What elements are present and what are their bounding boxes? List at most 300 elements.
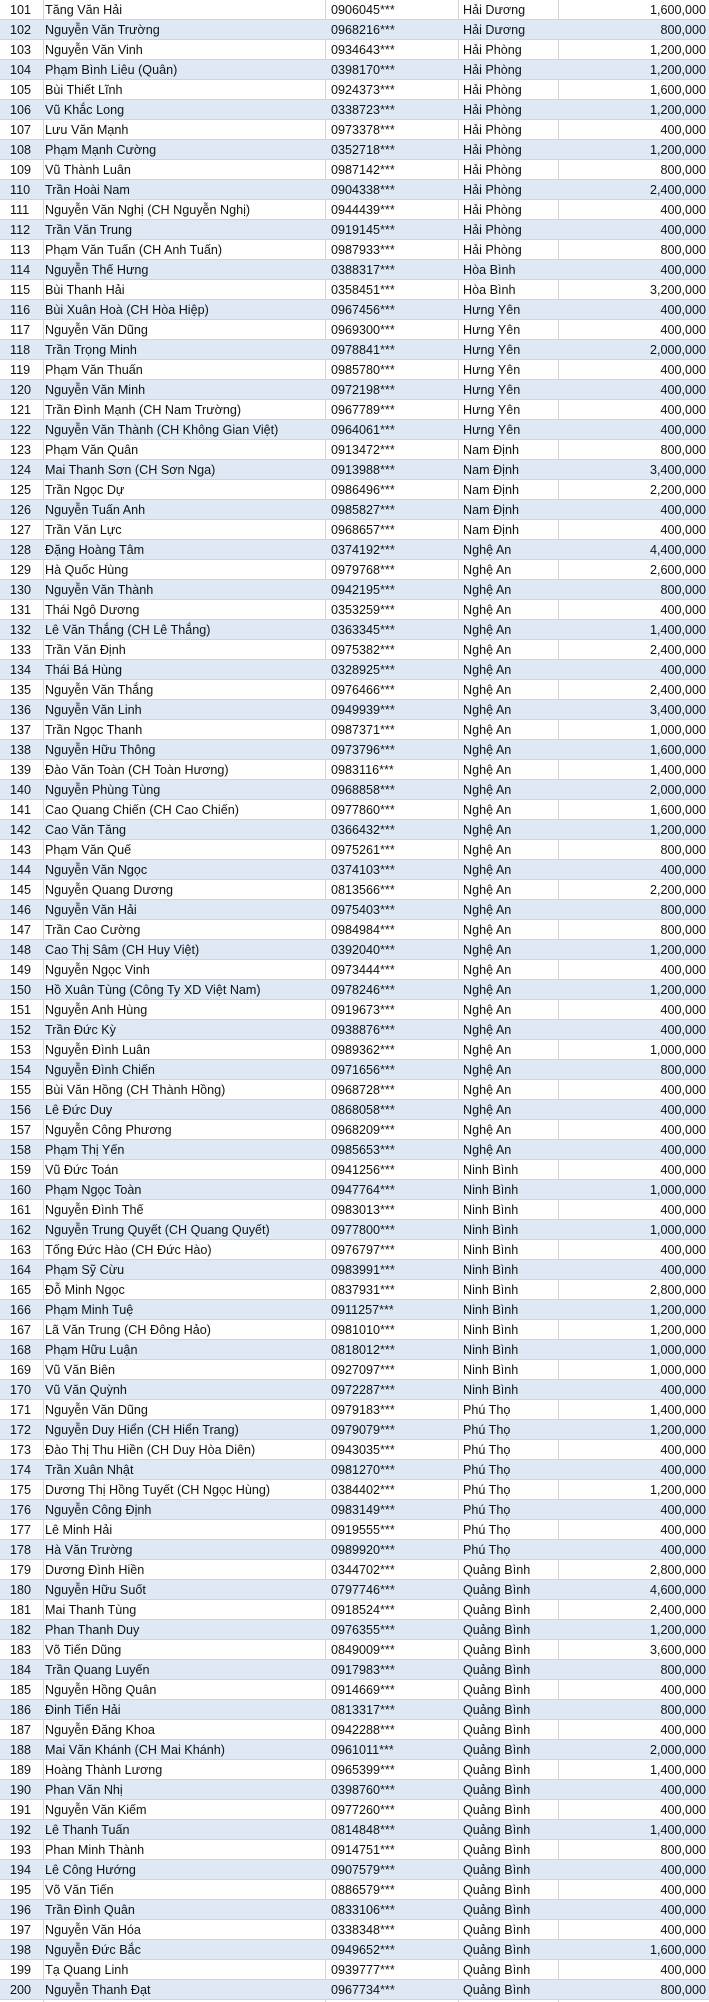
phone-cell: 0975261*** xyxy=(331,843,395,857)
row-number-cell: 181 xyxy=(10,1603,32,1617)
name-cell: Nguyễn Hữu Suốt xyxy=(45,1583,146,1597)
province-cell: Hải Phòng xyxy=(463,163,522,177)
phone-cell: 0985780*** xyxy=(331,363,395,377)
phone-cell: 0989362*** xyxy=(331,1043,395,1057)
province-cell: Phú Thọ xyxy=(463,1523,511,1537)
name-cell: Tăng Văn Hải xyxy=(45,3,123,17)
row-number-cell: 196 xyxy=(10,1903,32,1917)
province-cell: Hưng Yên xyxy=(463,363,521,377)
amount-cell: 800,000 xyxy=(660,923,706,937)
province-cell: Quảng Bình xyxy=(463,1703,531,1717)
phone-cell: 0938876*** xyxy=(331,1023,395,1037)
row-number-cell: 166 xyxy=(10,1303,32,1317)
amount-cell: 3,200,000 xyxy=(649,283,706,297)
name-cell: Đào Thị Thu Hiền (CH Duy Hòa Diên) xyxy=(45,1443,256,1457)
province-cell: Hải Dương xyxy=(463,23,526,37)
amount-cell: 400,000 xyxy=(660,1783,706,1797)
province-cell: Nghệ An xyxy=(463,723,512,737)
phone-cell: 0358451*** xyxy=(331,283,395,297)
province-cell: Quảng Bình xyxy=(463,1803,531,1817)
name-cell: Lê Đức Duy xyxy=(45,1103,113,1117)
name-cell: Trần Văn Định xyxy=(45,643,126,657)
row-number-cell: 182 xyxy=(10,1623,32,1637)
row-number-cell: 139 xyxy=(10,763,32,777)
name-cell: Nguyễn Công Phương xyxy=(45,1123,172,1137)
amount-cell: 1,000,000 xyxy=(649,1043,706,1057)
amount-cell: 400,000 xyxy=(660,1123,706,1137)
amount-cell: 1,600,000 xyxy=(649,743,706,757)
table-row xyxy=(0,400,709,420)
row-number-cell: 125 xyxy=(10,483,32,497)
amount-cell: 3,400,000 xyxy=(649,703,706,717)
phone-cell: 0338723*** xyxy=(331,103,395,117)
province-cell: Quảng Bình xyxy=(463,1963,531,1977)
province-cell: Nghệ An xyxy=(463,663,512,677)
row-number-cell: 162 xyxy=(10,1223,32,1237)
province-cell: Nghệ An xyxy=(463,643,512,657)
amount-cell: 400,000 xyxy=(660,963,706,977)
row-number-cell: 188 xyxy=(10,1743,32,1757)
table-row xyxy=(0,0,709,20)
name-cell: Trần Quang Luyến xyxy=(45,1663,150,1677)
name-cell: Phan Minh Thành xyxy=(45,1843,145,1857)
name-cell: Bùi Thiết Lĩnh xyxy=(45,83,123,97)
table-row xyxy=(0,240,709,260)
phone-cell: 0917983*** xyxy=(331,1663,395,1677)
province-cell: Nghệ An xyxy=(463,963,512,977)
table-row xyxy=(0,1380,709,1400)
province-cell: Phú Thọ xyxy=(463,1403,511,1417)
phone-cell: 0886579*** xyxy=(331,1883,395,1897)
table-row xyxy=(0,160,709,180)
name-cell: Trần Hoài Nam xyxy=(45,183,130,197)
province-cell: Nghệ An xyxy=(463,863,512,877)
table-row xyxy=(0,1460,709,1480)
province-cell: Ninh Bình xyxy=(463,1383,519,1397)
phone-cell: 0849009*** xyxy=(331,1643,395,1657)
table-row xyxy=(0,1660,709,1680)
phone-cell: 0971656*** xyxy=(331,1063,395,1077)
table-row xyxy=(0,1680,709,1700)
row-number-cell: 186 xyxy=(10,1703,32,1717)
province-cell: Hải Phòng xyxy=(463,63,522,77)
name-cell: Mai Văn Khánh (CH Mai Khánh) xyxy=(45,1743,225,1757)
row-number-cell: 110 xyxy=(10,183,31,197)
row-number-cell: 147 xyxy=(10,923,32,937)
row-number-cell: 115 xyxy=(10,283,31,297)
name-cell: Nguyễn Văn Minh xyxy=(45,383,146,397)
table-row xyxy=(0,680,709,700)
table-row xyxy=(0,320,709,340)
name-cell: Nguyễn Trung Quyết (CH Quang Quyết) xyxy=(45,1223,270,1237)
amount-cell: 1,200,000 xyxy=(649,943,706,957)
phone-cell: 0977800*** xyxy=(331,1223,395,1237)
phone-cell: 0392040*** xyxy=(331,943,395,957)
name-cell: Cao Quang Chiến (CH Cao Chiến) xyxy=(45,803,239,817)
phone-cell: 0813566*** xyxy=(331,883,395,897)
table-row xyxy=(0,140,709,160)
row-number-cell: 117 xyxy=(10,323,31,337)
name-cell: Thái Ngô Dương xyxy=(45,603,140,617)
amount-cell: 1,200,000 xyxy=(649,43,706,57)
row-number-cell: 137 xyxy=(10,723,32,737)
province-cell: Quảng Bình xyxy=(463,1983,531,1997)
name-cell: Võ Văn Tiến xyxy=(45,1883,114,1897)
name-cell: Nguyễn Văn Ngọc xyxy=(45,863,148,877)
phone-cell: 0977260*** xyxy=(331,1803,395,1817)
amount-cell: 400,000 xyxy=(660,503,706,517)
province-cell: Hải Phòng xyxy=(463,103,522,117)
row-number-cell: 134 xyxy=(10,663,32,677)
amount-cell: 1,400,000 xyxy=(649,1823,706,1837)
phone-cell: 0814848*** xyxy=(331,1823,395,1837)
row-number-cell: 109 xyxy=(10,163,32,177)
row-number-cell: 175 xyxy=(10,1483,32,1497)
phone-cell: 0818012*** xyxy=(331,1343,395,1357)
amount-cell: 1,200,000 xyxy=(649,983,706,997)
name-cell: Nguyễn Đình Thế xyxy=(45,1203,144,1217)
amount-cell: 400,000 xyxy=(660,123,706,137)
name-cell: Nguyễn Hồng Quân xyxy=(45,1683,157,1697)
province-cell: Quảng Bình xyxy=(463,1583,531,1597)
province-cell: Ninh Bình xyxy=(463,1163,519,1177)
amount-cell: 1,200,000 xyxy=(649,143,706,157)
phone-cell: 0868058*** xyxy=(331,1103,395,1117)
row-number-cell: 119 xyxy=(10,363,31,377)
name-cell: Dương Đình Hiền xyxy=(45,1563,145,1577)
phone-cell: 0374103*** xyxy=(331,863,395,877)
table-row xyxy=(0,740,709,760)
phone-cell: 0934643*** xyxy=(331,43,395,57)
name-cell: Phạm Văn Quế xyxy=(45,843,132,857)
province-cell: Phú Thọ xyxy=(463,1483,511,1497)
amount-cell: 400,000 xyxy=(660,1263,706,1277)
amount-cell: 400,000 xyxy=(660,1163,706,1177)
table-row xyxy=(0,1320,709,1340)
name-cell: Nguyễn Hữu Thông xyxy=(45,743,156,757)
amount-cell: 400,000 xyxy=(660,403,706,417)
amount-cell: 2,800,000 xyxy=(649,1283,706,1297)
phone-cell: 0979079*** xyxy=(331,1423,395,1437)
phone-cell: 0983149*** xyxy=(331,1503,395,1517)
amount-cell: 800,000 xyxy=(660,163,706,177)
phone-cell: 0904338*** xyxy=(331,183,395,197)
row-number-cell: 163 xyxy=(10,1243,32,1257)
province-cell: Nghệ An xyxy=(463,923,512,937)
amount-cell: 400,000 xyxy=(660,203,706,217)
phone-cell: 0366432*** xyxy=(331,823,395,837)
phone-cell: 0973444*** xyxy=(331,963,395,977)
province-cell: Hòa Bình xyxy=(463,283,516,297)
amount-cell: 1,200,000 xyxy=(649,1323,706,1337)
table-row xyxy=(0,1400,709,1420)
table-row xyxy=(0,960,709,980)
row-number-cell: 126 xyxy=(10,503,32,517)
phone-cell: 0987142*** xyxy=(331,163,395,177)
table-row xyxy=(0,260,709,280)
name-cell: Hoàng Thành Lương xyxy=(45,1763,163,1777)
province-cell: Phú Thọ xyxy=(463,1423,511,1437)
phone-cell: 0942195*** xyxy=(331,583,395,597)
name-cell: Đào Văn Toàn (CH Toàn Hương) xyxy=(45,763,229,777)
phone-cell: 0984984*** xyxy=(331,923,395,937)
row-number-cell: 189 xyxy=(10,1763,32,1777)
phone-cell: 0941256*** xyxy=(331,1163,395,1177)
province-cell: Quảng Bình xyxy=(463,1623,531,1637)
name-cell: Nguyễn Ngọc Vinh xyxy=(45,963,150,977)
name-cell: Nguyễn Tuấn Anh xyxy=(45,503,146,517)
amount-cell: 400,000 xyxy=(660,1683,706,1697)
amount-cell: 800,000 xyxy=(660,1703,706,1717)
amount-cell: 400,000 xyxy=(660,1883,706,1897)
name-cell: Phạm Văn Quân xyxy=(45,443,139,457)
table-row xyxy=(0,1040,709,1060)
phone-cell: 0384402*** xyxy=(331,1483,395,1497)
row-number-cell: 121 xyxy=(10,403,32,417)
province-cell: Quảng Bình xyxy=(463,1563,531,1577)
table-row xyxy=(0,1240,709,1260)
phone-cell: 0965399*** xyxy=(331,1763,395,1777)
amount-cell: 4,600,000 xyxy=(649,1583,706,1597)
table-row xyxy=(0,1340,709,1360)
table-row xyxy=(0,280,709,300)
row-number-cell: 127 xyxy=(10,523,32,537)
amount-cell: 800,000 xyxy=(660,23,706,37)
phone-cell: 0328925*** xyxy=(331,663,395,677)
row-number-cell: 143 xyxy=(10,843,32,857)
phone-cell: 0388317*** xyxy=(331,263,395,277)
province-cell: Nghệ An xyxy=(463,563,512,577)
row-number-cell: 155 xyxy=(10,1083,32,1097)
row-number-cell: 169 xyxy=(10,1363,32,1377)
province-cell: Quảng Bình xyxy=(463,1923,531,1937)
province-cell: Nghệ An xyxy=(463,543,512,557)
name-cell: Phạm Văn Tuấn (CH Anh Tuấn) xyxy=(45,243,223,257)
table-row xyxy=(0,180,709,200)
name-cell: Trần Văn Trung xyxy=(45,223,133,237)
province-cell: Nghệ An xyxy=(463,1083,512,1097)
table-row xyxy=(0,1560,709,1580)
amount-cell: 800,000 xyxy=(660,843,706,857)
amount-cell: 1,200,000 xyxy=(649,823,706,837)
table-row xyxy=(0,1900,709,1920)
province-cell: Nghệ An xyxy=(463,683,512,697)
amount-cell: 400,000 xyxy=(660,263,706,277)
name-cell: Vũ Đức Toán xyxy=(45,1163,119,1177)
row-number-cell: 193 xyxy=(10,1843,32,1857)
province-cell: Nghệ An xyxy=(463,803,512,817)
amount-cell: 400,000 xyxy=(660,663,706,677)
amount-cell: 2,200,000 xyxy=(649,883,706,897)
row-number-cell: 118 xyxy=(10,343,31,357)
amount-cell: 800,000 xyxy=(660,1063,706,1077)
name-cell: Lưu Văn Mạnh xyxy=(45,123,129,137)
row-number-cell: 197 xyxy=(10,1923,32,1937)
row-number-cell: 144 xyxy=(10,863,32,877)
province-cell: Hải Phòng xyxy=(463,143,522,157)
name-cell: Hồ Xuân Tùng (Công Ty XD Việt Nam) xyxy=(45,983,261,997)
amount-cell: 400,000 xyxy=(660,303,706,317)
row-number-cell: 160 xyxy=(10,1183,32,1197)
table-row xyxy=(0,340,709,360)
province-cell: Quảng Bình xyxy=(463,1643,531,1657)
amount-cell: 1,600,000 xyxy=(649,1943,706,1957)
name-cell: Nguyễn Văn Vinh xyxy=(45,43,143,57)
name-cell: Phan Thanh Duy xyxy=(45,1623,140,1637)
name-cell: Nguyễn Công Định xyxy=(45,1503,152,1517)
phone-cell: 0967456*** xyxy=(331,303,395,317)
phone-cell: 0968858*** xyxy=(331,783,395,797)
row-number-cell: 154 xyxy=(10,1063,32,1077)
name-cell: Phạm Thị Yến xyxy=(45,1143,125,1157)
phone-cell: 0977860*** xyxy=(331,803,395,817)
row-number-cell: 192 xyxy=(10,1823,32,1837)
table-row xyxy=(0,1260,709,1280)
amount-cell: 400,000 xyxy=(660,1523,706,1537)
table-row xyxy=(0,1420,709,1440)
province-cell: Ninh Bình xyxy=(463,1183,519,1197)
row-number-cell: 187 xyxy=(10,1723,32,1737)
row-number-cell: 198 xyxy=(10,1943,32,1957)
phone-cell: 0973796*** xyxy=(331,743,395,757)
row-number-cell: 168 xyxy=(10,1343,32,1357)
amount-cell: 400,000 xyxy=(660,1923,706,1937)
amount-cell: 400,000 xyxy=(660,603,706,617)
province-cell: Nghệ An xyxy=(463,1103,512,1117)
table-row xyxy=(0,880,709,900)
phone-cell: 0943035*** xyxy=(331,1443,395,1457)
province-cell: Ninh Bình xyxy=(463,1343,519,1357)
amount-cell: 2,400,000 xyxy=(649,183,706,197)
province-cell: Hải Phòng xyxy=(463,223,522,237)
table-row xyxy=(0,780,709,800)
phone-cell: 0906045*** xyxy=(331,3,395,17)
province-cell: Hưng Yên xyxy=(463,383,521,397)
province-cell: Nghệ An xyxy=(463,763,512,777)
amount-cell: 400,000 xyxy=(660,223,706,237)
table-row xyxy=(0,1100,709,1120)
row-number-cell: 129 xyxy=(10,563,32,577)
amount-cell: 800,000 xyxy=(660,1983,706,1997)
table-row xyxy=(0,580,709,600)
province-cell: Ninh Bình xyxy=(463,1223,519,1237)
phone-cell: 0979183*** xyxy=(331,1403,395,1417)
name-cell: Trần Xuân Nhật xyxy=(45,1463,134,1477)
table-row xyxy=(0,900,709,920)
phone-cell: 0939777*** xyxy=(331,1963,395,1977)
row-number-cell: 167 xyxy=(10,1323,32,1337)
phone-cell: 0947764*** xyxy=(331,1183,395,1197)
name-cell: Cao Văn Tăng xyxy=(45,823,126,837)
phone-cell: 0913988*** xyxy=(331,463,395,477)
table-row xyxy=(0,800,709,820)
amount-cell: 2,000,000 xyxy=(649,343,706,357)
name-cell: Nguyễn Đình Chiến xyxy=(45,1063,155,1077)
amount-cell: 1,600,000 xyxy=(649,3,706,17)
amount-cell: 400,000 xyxy=(660,1543,706,1557)
province-cell: Ninh Bình xyxy=(463,1263,519,1277)
amount-cell: 1,600,000 xyxy=(649,803,706,817)
row-number-cell: 102 xyxy=(10,23,32,37)
table-row xyxy=(0,1120,709,1140)
amount-cell: 400,000 xyxy=(660,1243,706,1257)
row-number-cell: 107 xyxy=(10,123,32,137)
province-cell: Ninh Bình xyxy=(463,1243,519,1257)
row-number-cell: 191 xyxy=(10,1803,32,1817)
province-cell: Quảng Bình xyxy=(463,1683,531,1697)
row-number-cell: 112 xyxy=(10,223,31,237)
phone-cell: 0961011*** xyxy=(331,1743,394,1757)
name-cell: Cao Thị Sâm (CH Huy Việt) xyxy=(45,943,200,957)
name-cell: Đỗ Minh Ngọc xyxy=(45,1283,125,1297)
phone-cell: 0949939*** xyxy=(331,703,395,717)
province-cell: Hải Phòng xyxy=(463,183,522,197)
phone-cell: 0983991*** xyxy=(331,1263,395,1277)
phone-cell: 0979768*** xyxy=(331,563,395,577)
table-row xyxy=(0,1860,709,1880)
table-row xyxy=(0,1540,709,1560)
name-cell: Trần Đình Quân xyxy=(45,1903,135,1917)
name-cell: Bùi Xuân Hoà (CH Hòa Hiệp) xyxy=(45,303,209,317)
province-cell: Hải Phòng xyxy=(463,123,522,137)
province-cell: Quảng Bình xyxy=(463,1723,531,1737)
amount-cell: 400,000 xyxy=(660,1103,706,1117)
province-cell: Phú Thọ xyxy=(463,1503,511,1517)
phone-cell: 0911257*** xyxy=(331,1303,394,1317)
phone-cell: 0987933*** xyxy=(331,243,395,257)
row-number-cell: 141 xyxy=(10,803,32,817)
name-cell: Phạm Ngọc Toàn xyxy=(45,1183,142,1197)
amount-cell: 800,000 xyxy=(660,583,706,597)
province-cell: Nghệ An xyxy=(463,583,512,597)
row-number-cell: 152 xyxy=(10,1023,32,1037)
table-row xyxy=(0,1600,709,1620)
province-cell: Nghệ An xyxy=(463,1143,512,1157)
name-cell: Phan Văn Nhị xyxy=(45,1783,123,1797)
row-number-cell: 159 xyxy=(10,1163,32,1177)
phone-cell: 0918524*** xyxy=(331,1603,395,1617)
name-cell: Nguyễn Văn Hải xyxy=(45,903,137,917)
table-row xyxy=(0,640,709,660)
row-number-cell: 105 xyxy=(10,83,32,97)
row-number-cell: 136 xyxy=(10,703,32,717)
amount-cell: 400,000 xyxy=(660,383,706,397)
table-row xyxy=(0,200,709,220)
name-cell: Lê Công Hướng xyxy=(45,1863,136,1877)
province-cell: Nam Định xyxy=(463,503,519,517)
name-cell: Nguyễn Đăng Khoa xyxy=(45,1723,155,1737)
table-row xyxy=(0,500,709,520)
row-number-cell: 145 xyxy=(10,883,32,897)
row-number-cell: 103 xyxy=(10,43,32,57)
table-row xyxy=(0,1160,709,1180)
phone-cell: 0985653*** xyxy=(331,1143,395,1157)
amount-cell: 400,000 xyxy=(660,1203,706,1217)
table-row xyxy=(0,700,709,720)
name-cell: Bùi Thanh Hải xyxy=(45,283,125,297)
amount-cell: 1,600,000 xyxy=(649,83,706,97)
table-row xyxy=(0,1580,709,1600)
table-row xyxy=(0,860,709,880)
amount-cell: 3,600,000 xyxy=(649,1643,706,1657)
phone-cell: 0969300*** xyxy=(331,323,395,337)
name-cell: Phạm Minh Tuệ xyxy=(45,1303,134,1317)
table-row xyxy=(0,1720,709,1740)
row-number-cell: 183 xyxy=(10,1643,32,1657)
phone-cell: 0374192*** xyxy=(331,543,395,557)
province-cell: Nghệ An xyxy=(463,1003,512,1017)
phone-cell: 0978841*** xyxy=(331,343,395,357)
